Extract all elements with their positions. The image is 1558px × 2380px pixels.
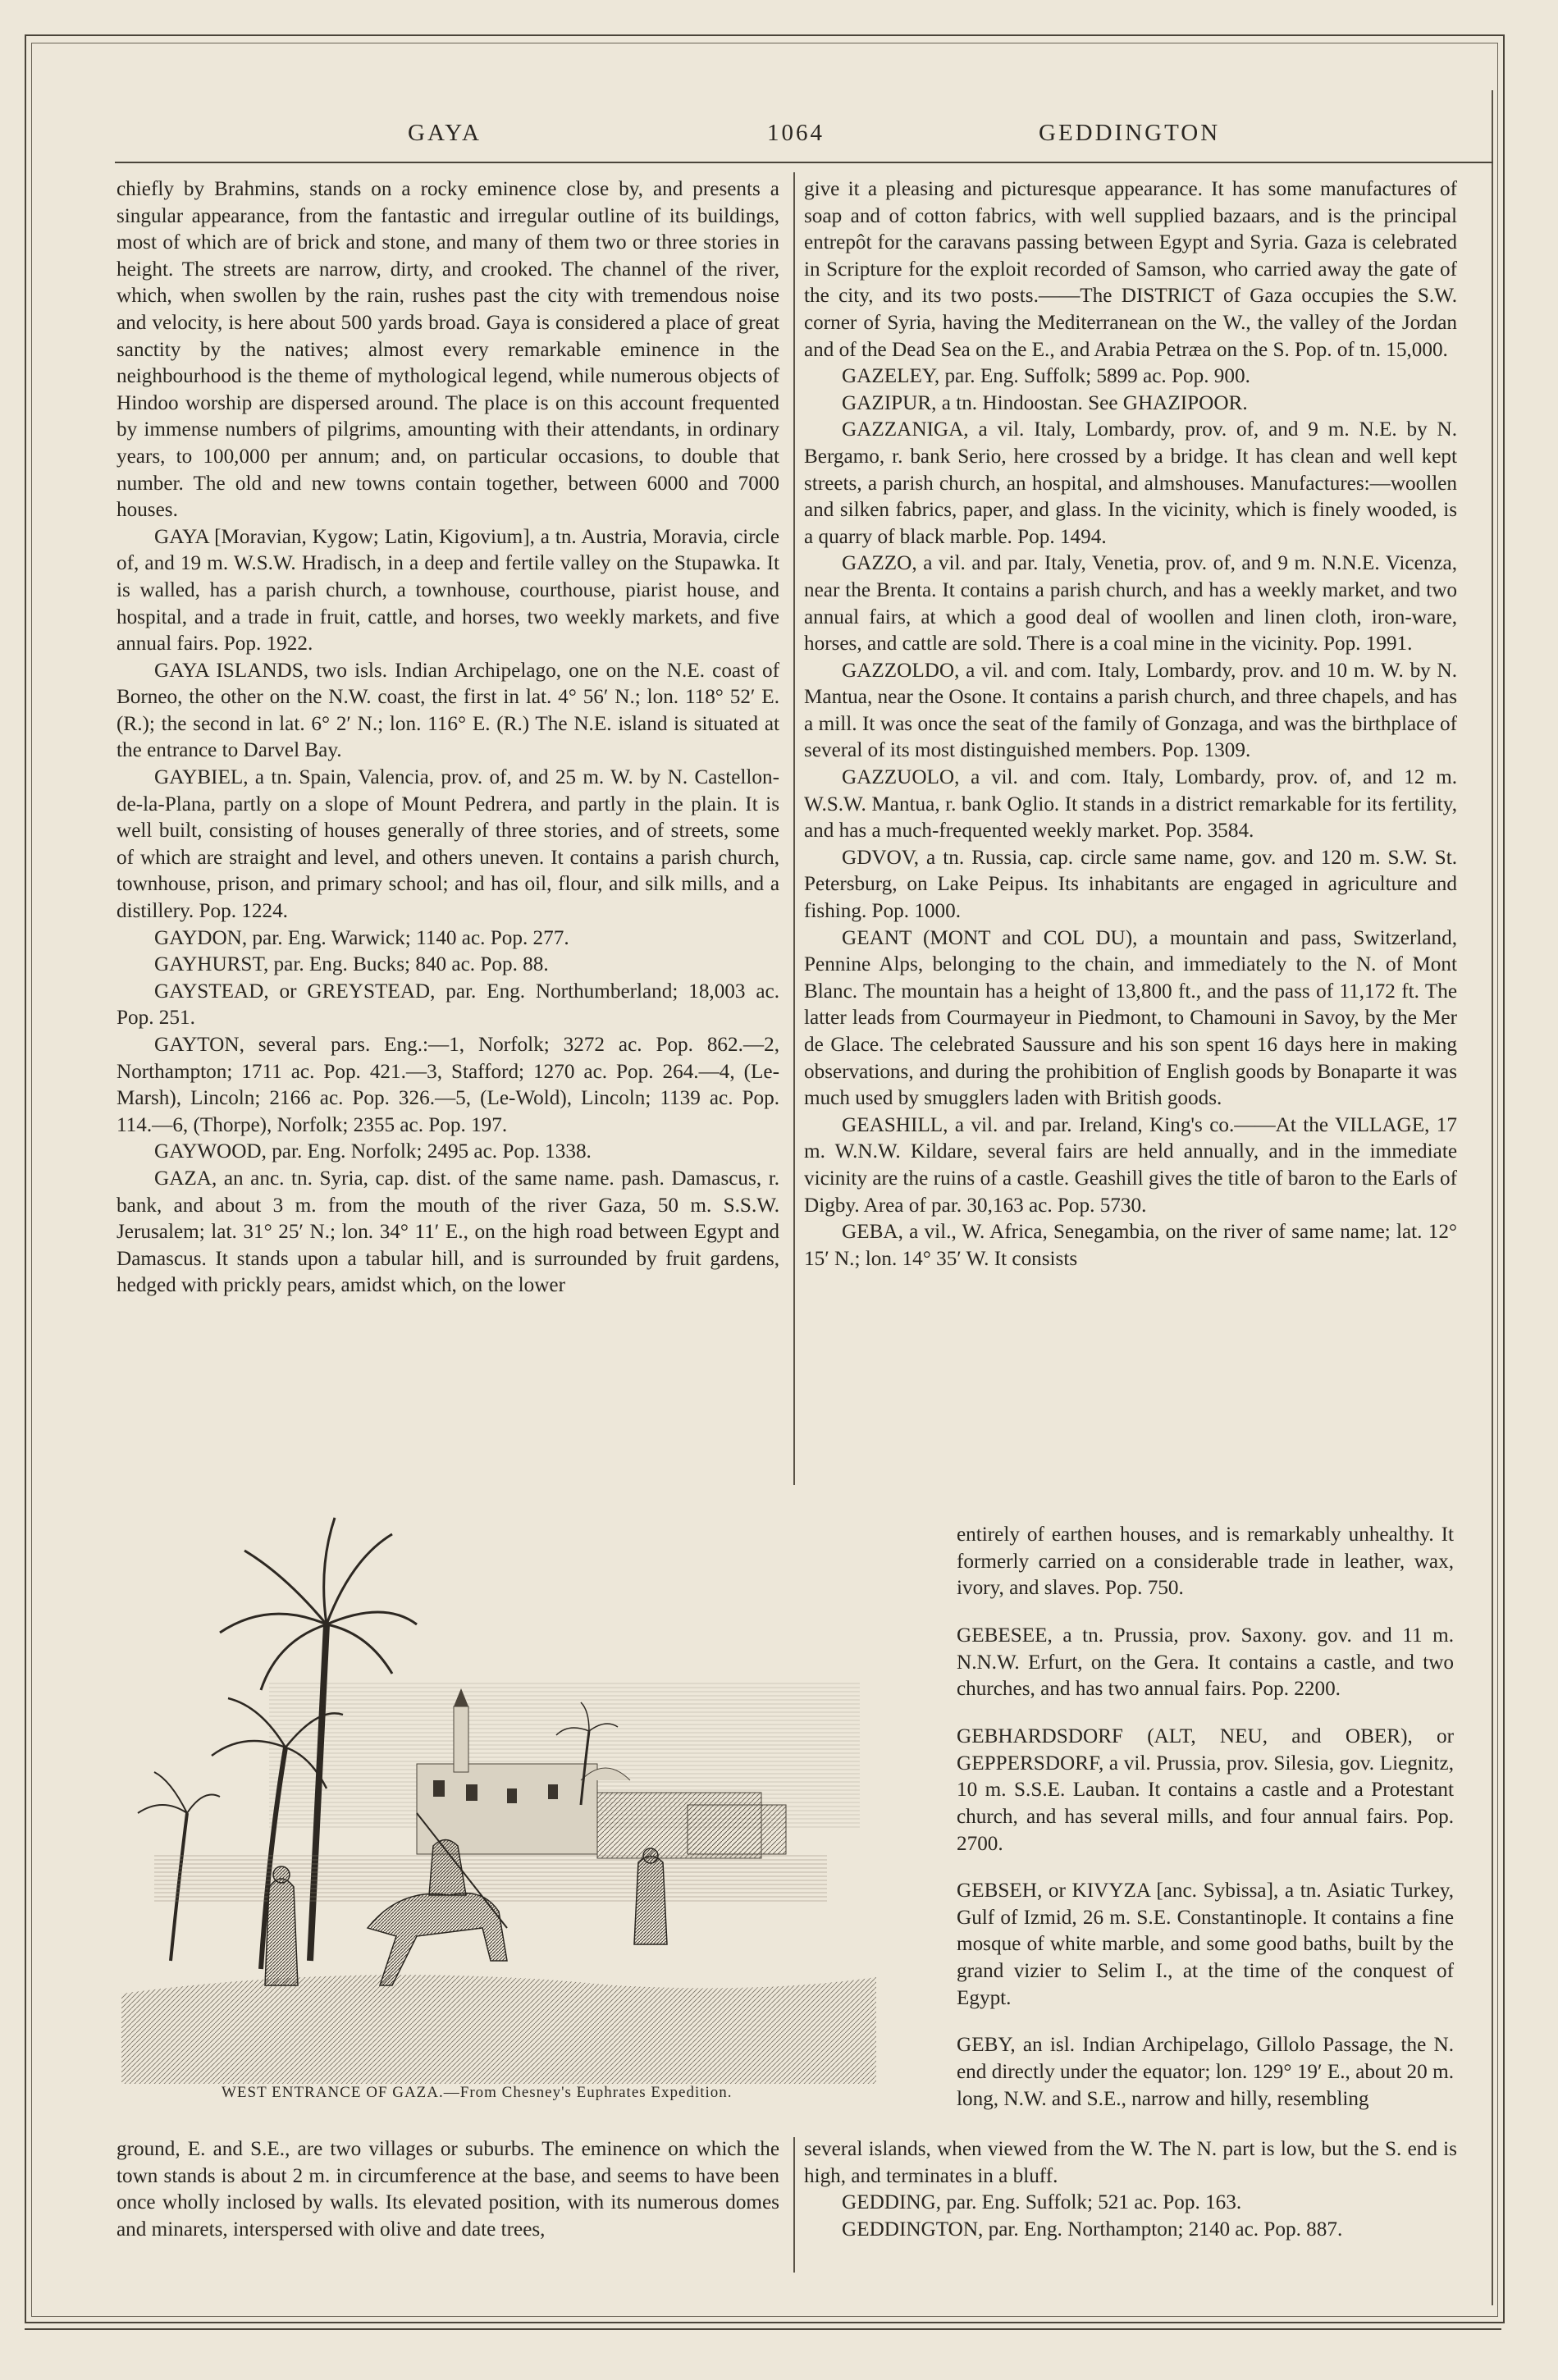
gazetteer-entry: GAYTON, several pars. Eng.:—1, Norfolk; 3272 ac. Pop. 862.—2, Northampton; 1711 ac. Pop. 421.—3, Stafford; 1270 ac. Pop. 264.—4, (Le-Marsh), Lincoln; 2166 ac. Pop. 326.—5, (Le-Wold), Lincoln; 1139 ac. Pop. 114.—6, (Thorpe), Norfolk; 2355 ac. Pop. 197. bbox=[117, 1034, 779, 1136]
column-rule-upper bbox=[793, 172, 795, 1485]
gazetteer-entry: GEDDING, par. Eng. Suffolk; 521 ac. Pop. 163. bbox=[842, 2191, 1242, 2214]
gazetteer-entry: GAYSTEAD, or GREYSTEAD, par. Eng. Northumberland; 18,003 ac. Pop. 251. bbox=[117, 980, 779, 1030]
paragraph: several islands, when viewed from the W. The N. part is low, but the S. end is high, and terminates in a bluff. bbox=[804, 2138, 1457, 2187]
running-header bbox=[0, 120, 1558, 156]
gazetteer-entry: GEBHARDSDORF (ALT, NEU, and OBER), or GEPPERSDORF, a vil. Prussia, prov. Silesia, gov. Liegnitz, 10 m. S.S.E. Lauban. It contains a castle and a Protestant church, and has several mills, and four annual fairs. Pop. 2700. bbox=[957, 1725, 1454, 1855]
gazetteer-entry: GAZZO, a vil. and par. Italy, Venetia, prov. of, and 9 m. N.N.E. Vicenza, near the Brenta. It contains a parish church, and has a weekly market, and two annual fairs, at which a good deal of woollen and linen cloth, iron-ware, horses, and cattle are sold. There is a coal mine in the vicinity. Pop. 1991. bbox=[804, 552, 1457, 656]
gazetteer-entry: GEDDINGTON, par. Eng. Northampton; 2140 ac. Pop. 887. bbox=[842, 2218, 1343, 2241]
bottom-rule bbox=[25, 2328, 1501, 2330]
page-number: 1064 bbox=[767, 120, 825, 146]
header-rule bbox=[115, 162, 1493, 163]
gazetteer-entry: GAYA [Moravian, Kygow; Latin, Kigovium], a tn. Austria, Moravia, circle of, and 19 m. W.S.W. Hradisch, in a deep and fertile valley on the Stupawka. It is walled, has a parish church, a townhouse, courthouse, piarist house, and hospital, and a trade in fruit, cattle, and horses, two weekly markets, and five annual fairs. Pop. 1922. bbox=[117, 525, 779, 656]
gazetteer-entry: GEBA, a vil., W. Africa, Senegambia, on the river of same name; lat. 12° 15′ N.; lon. 14° 35′ W. It consists bbox=[804, 1221, 1457, 1270]
gazetteer-entry: GEBESEE, a tn. Prussia, prov. Saxony. gov. and 11 m. N.N.W. Erfurt, on the Gera. It contains a castle, and two churches, and has two annual fairs. Pop. 2200. bbox=[957, 1624, 1454, 1701]
paragraph: ground, E. and S.E., are two villages or suburbs. The eminence on which the town stands is about 2 m. in circumference at the base, and seems to have been once wholly inclosed by walls. Its elevated position, with its numerous domes and minarets, interspersed with olive and date trees, bbox=[117, 2138, 779, 2241]
figure-caption: WEST ENTRANCE OF GAZA.—From Chesney's Euphrates Expedition. bbox=[222, 2084, 733, 2101]
gazetteer-entry: GAYHURST, par. Eng. Bucks; 840 ac. Pop. 88. bbox=[154, 953, 549, 976]
gazetteer-entry: GEBY, an isl. Indian Archipelago, Gillolo Passage, the N. end directly under the equator; lon. 129° 19′ E., about 20 m. long, N.W. and S.E., narrow and hilly, resembling bbox=[957, 2034, 1454, 2110]
gazetteer-entry: GAYWOOD, par. Eng. Norfolk; 2495 ac. Pop. 1338. bbox=[154, 1140, 592, 1163]
gazetteer-entry: GEANT (MONT and COL DU), a mountain and pass, Switzerland, Pennine Alps, belonging to the chain, and immediately to the N. of Mont Blanc. The mountain has a height of 13,800 ft., and the pass of 11,172 ft. The latter leads from Courmayeur in Piedmont, to Chamouni in Savoy, by the Mer de Glace. The celebrated Saussure and his son spent 16 days here in making observations, and during the prohibition of English goods by Bonaparte it was much used by smugglers laden with British goods. bbox=[804, 926, 1457, 1110]
gazetteer-entry: GAYBIEL, a tn. Spain, Valencia, prov. of, and 25 m. W. by N. Castellon-de-la-Plana, partly on a slope of Mount Pedrera, and partly in the plain. It is well built, consisting of houses generally of three stories, and of streets, some of which are straight and level, and others uneven. It contains a parish church, townhouse, prison, and primary school; and has oil, flour, and silk mills, and a distillery. Pop. 1224. bbox=[117, 766, 779, 923]
gazetteer-entry: GAZZUOLO, a vil. and com. Italy, Lombardy, prov. of, and 12 m. W.S.W. Mantua, r. bank Oglio. It stands in a district remarkable for its fertility, and has a much-frequented weekly market. Pop. 3584. bbox=[804, 766, 1457, 843]
gazetteer-entry: GAZZANIGA, a vil. Italy, Lombardy, prov. of, and 9 m. N.E. by N. Bergamo, r. bank Serio, here crossed by a bridge. It has clean and well kept streets, a parish church, an hospital, and almshouses. Manufactures:—woollen and silken fabrics, paper, and glass. In the vicinity, which is finely wooded, is a quarry of black marble. Pop. 1494. bbox=[804, 418, 1457, 548]
paragraph: give it a pleasing and picturesque appearance. It has some manufactures of soap and of cotton fabrics, with well supplied bazaars, and is the principal entrepôt for the caravans passing between Egypt and Syria. Gaza is celebrated in Scripture for the exploit recorded of Samson, who carried away the gate of the city, and its two posts.——The DISTRICT of Gaza occupies the S.W. corner of Syria, having the Mediterranean on the W., the valley of the Jordan and of the Dead Sea on the E., and Arabia Petræa on the S. Pop. of tn. 15,000. bbox=[804, 178, 1457, 361]
gazetteer-entry: GDVOV, a tn. Russia, cap. circle same name, gov. and 120 m. S.W. St. Petersburg, on Lake Peipus. Its inhabitants are engaged in agriculture and fishing. Pop. 1000. bbox=[804, 846, 1457, 923]
gazetteer-entry: GAYDON, par. Eng. Warwick; 1140 ac. Pop. 277. bbox=[154, 926, 569, 949]
gaza-engraving bbox=[121, 1501, 876, 2084]
gazetteer-entry: GAZZOLDO, a vil. and com. Italy, Lombardy, prov. and 10 m. W. by N. Mantua, near the Osone. It contains a parish church, and three chapels, and has a mill. It was once the seat of the family of Gonzaga, and was the birthplace of several of its most distinguished members. Pop. 1309. bbox=[804, 659, 1457, 762]
right-wrap-column bbox=[957, 1501, 1454, 2133]
header-left-word: GAYA bbox=[408, 120, 482, 146]
gazetteer-entry: GEBSEH, or KIVYZA [anc. Sybissa], a tn. Asiatic Turkey, Gulf of Izmid, 26 m. S.E. Constantinople. It contains a fine mosque of white marble, and some good baths, built by the grand vizier to Selim I., at the time of the conquest of Egypt. bbox=[957, 1880, 1454, 2009]
gazetteer-entry: GAZELEY, par. Eng. Suffolk; 5899 ac. Pop. 900. bbox=[842, 365, 1250, 388]
gazetteer-entry: GAYA ISLANDS, two isls. Indian Archipelago, one on the N.E. coast of Borneo, the other on the N.W. coast, the first in lat. 4° 56′ N.; lon. 118° 52′ E. (R.); the second in lat. 6° 2′ N.; lon. 116° E. (R.) The N.E. island is situated at the entrance to Darvel Bay. bbox=[117, 659, 779, 762]
left-column bbox=[117, 176, 779, 1300]
right-column bbox=[804, 176, 1457, 1272]
column-rule-lower bbox=[793, 2137, 795, 2273]
page-border-right bbox=[1492, 90, 1493, 2305]
header-right-word: GEDDINGTON bbox=[1039, 120, 1221, 146]
bottom-left-column bbox=[117, 2136, 779, 2243]
bottom-right-column bbox=[804, 2136, 1457, 2243]
gazetteer-entry: GEASHILL, a vil. and par. Ireland, King's co.——At the VILLAGE, 17 m. W.N.W. Kildare, several fairs are held annually, and in the immediate vicinity are the ruins of a castle. Geashill gives the title of baron to the Earls of Digby. Area of par. 30,163 ac. Pop. 5730. bbox=[804, 1113, 1457, 1217]
gazetteer-entry: GAZIPUR, a tn. Hindoostan. See GHAZIPOOR. bbox=[842, 391, 1248, 414]
gazetteer-entry: GAZA, an anc. tn. Syria, cap. dist. of the same name. pash. Damascus, r. bank, and about 3 m. from the mouth of the river Gaza, 50 m. S.S.W. Jerusalem; lat. 31° 25′ N.; lon. 34° 11′ E., on the high road between Egypt and Damascus. It stands upon a tabular hill, and is surrounded by fruit gardens, hedged with prickly pears, amidst which, on the lower bbox=[117, 1167, 779, 1297]
paragraph: chiefly by Brahmins, stands on a rocky eminence close by, and presents a singular appearance, from the fantastic and irregular outline of its buildings, most of which are of brick and stone, and many of them two or three stories in height. The streets are narrow, dirty, and crooked. The channel of the river, which, when swollen by the rain, rushes past the city with tremendous noise and velocity, is here about 500 yards broad. Gaya is considered a place of great sanctity by the natives; almost every remarkable eminence in the neighbourhood is the theme of mythological legend, while numerous objects of Hindoo worship are dispersed around. The place is on this account frequented by immense numbers of pilgrims, amounting with their attendants, in ordinary years, to 100,000 per annum; and, on particular occasions, to double that number. The old and new towns contain together, between 6000 and 7000 houses. bbox=[117, 178, 779, 522]
paragraph: entirely of earthen houses, and is remarkably unhealthy. It formerly carried on a considerable trade in leather, wax, ivory, and slaves. Pop. 750. bbox=[957, 1523, 1454, 1600]
